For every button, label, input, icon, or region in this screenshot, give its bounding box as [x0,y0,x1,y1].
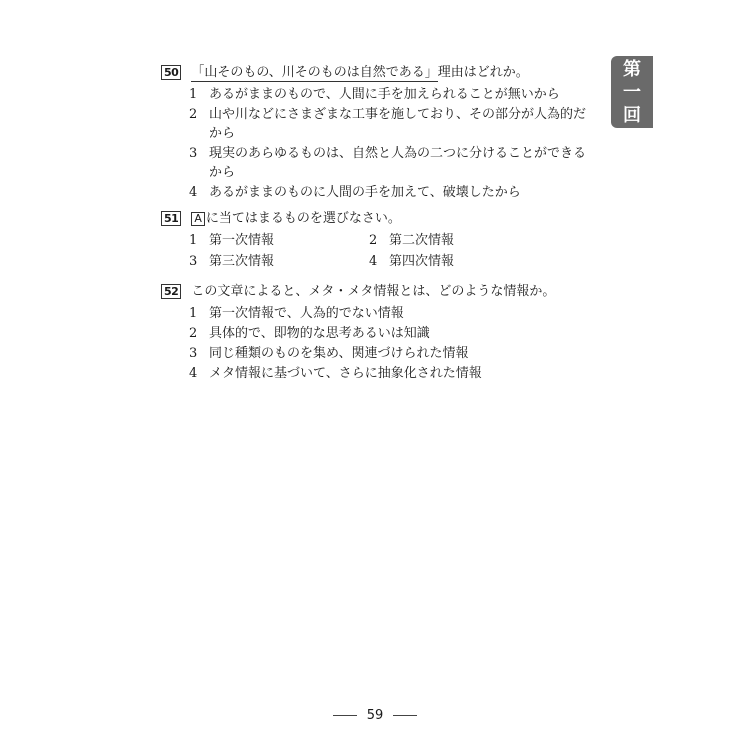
choice-number: 3 [189,346,198,361]
choice-text: 山や川などにさまざまな工事を施しており、その部分が人為的だから [209,107,587,141]
choice-item [189,252,369,271]
choice-number: 4 [369,254,378,269]
choice-text: 第二次情報 [389,233,455,248]
chapter-tab [611,56,653,128]
question-number: 51 [161,211,181,226]
question-number: 52 [161,284,181,299]
footer-rule-left [333,715,357,716]
choice-text: メタ情報に基づいて、さらに抽象化された情報 [209,366,482,381]
choice-number: 1 [189,233,198,248]
choice-number: 3 [189,146,198,161]
chapter-tab-char: 第 [623,58,641,80]
choice-item [369,231,549,250]
blank-box-label: A [191,212,205,226]
choice-item [369,252,549,271]
page-number: 59 [366,708,384,723]
choice-number: 1 [189,87,198,102]
choice-number: 2 [369,233,378,248]
question-number: 50 [161,65,181,80]
choice-number: 2 [189,107,198,122]
choice-list [189,85,601,202]
page-footer [0,708,750,723]
choice-text: 現実のあらゆるものは、自然と人為の二つに分けることができるから [209,146,587,180]
question-51 [161,209,601,271]
question-50 [161,63,601,203]
question-text [191,209,601,228]
choice-text: あるがままのもので、人間に手を加えられることが無いから [209,87,560,102]
question-text-rest: に当てはまるものを選びなさい。 [205,211,401,226]
choice-text: 同じ種類のものを集め、関連づけられた情報 [209,346,469,361]
choice-text: あるがままのものに人間の手を加えて、破壊したから [209,185,521,200]
choice-item [189,231,369,250]
choice-text: 第四次情報 [389,254,455,269]
chapter-tab-char: 一 [623,81,641,103]
question-header [161,209,601,228]
choice-item [189,364,601,383]
choice-list [189,304,601,383]
question-text [191,63,601,82]
question-header [161,282,601,301]
choice-item [189,304,601,323]
choice-item [189,105,601,143]
question-text-rest: 理由はどれか。 [437,65,529,80]
choice-number: 3 [189,254,198,269]
question-header [161,63,601,82]
choice-text: 具体的で、即物的な思考あるいは知識 [209,326,430,341]
choice-text: 第一次情報で、人為的でない情報 [209,306,404,321]
choice-number: 2 [189,326,198,341]
underlined-quote: 「山そのもの、川そのものは自然である」 [191,65,438,80]
chapter-tab-char: 回 [623,104,641,126]
choice-item [189,144,601,182]
choice-grid [189,231,601,271]
footer-rule-right [393,715,417,716]
question-text: この文章によると、メタ・メタ情報とは、どのような情報か。 [191,284,556,299]
choice-text: 第三次情報 [209,254,275,269]
choice-item [189,85,601,104]
choice-number: 1 [189,306,198,321]
choice-item [189,183,601,202]
choice-number: 4 [189,366,198,381]
choice-item [189,344,601,363]
choice-text: 第一次情報 [209,233,275,248]
question-52 [161,282,601,384]
choice-item [189,324,601,343]
choice-number: 4 [189,185,198,200]
